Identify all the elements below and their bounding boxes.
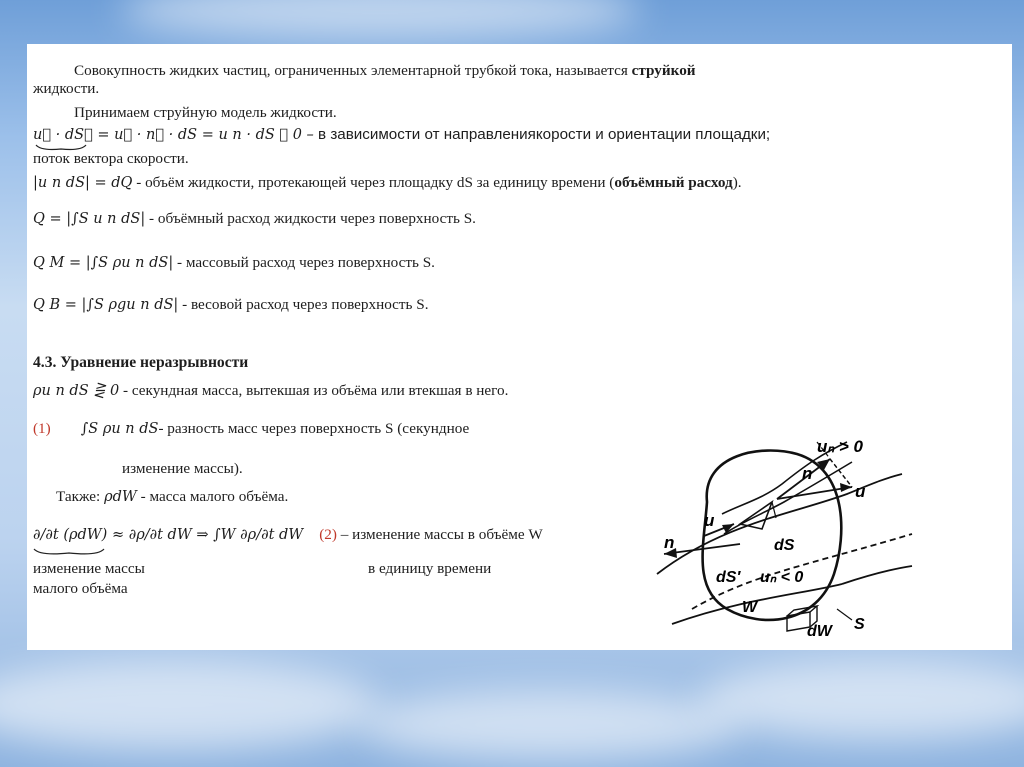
equation-mass-difference-line2: изменение массы). <box>122 460 243 477</box>
equation-weight-flow <box>33 296 429 314</box>
equation-number: (2) <box>319 526 337 543</box>
equation-volume <box>33 174 742 192</box>
label-surface-S: S <box>854 616 865 633</box>
formula: Q М = |∫S ρu n dS| <box>33 255 174 271</box>
equation-small-volume-mass <box>56 488 288 506</box>
paragraph-definition-line2: жидкости. <box>33 80 100 97</box>
equation-description: - объёмный расход жидкости через поверхность S. <box>145 210 476 227</box>
formula: Q = |∫S u n dS| <box>33 211 146 227</box>
equation-description: в зависимости от направлениякорости и ориентации площадки; <box>313 126 771 143</box>
paragraph-model: Принимаем струйную модель жидкости. <box>74 104 337 121</box>
equation-description: - масса малого объёма. <box>136 488 289 505</box>
equation-flux-line2: поток вектора скорости. <box>33 150 189 167</box>
annotation-small-volume: малого объёма <box>33 580 128 597</box>
equation-description: – изменение массы в объёме W <box>336 526 543 543</box>
bold-term: объёмный расход <box>614 174 733 191</box>
equation-description: - объём жидкости, протекающей через площадку dS за единицу времени ( <box>132 174 615 191</box>
formula: u⃗ · dS⃗ = u⃗ · n⃗ · dS = u n · dS ⋚ 0 – <box>33 127 314 143</box>
underbrace <box>33 548 105 557</box>
bold-term: струйкой <box>631 62 696 79</box>
label-dS-prime: dS′ <box>716 569 741 586</box>
equation-number: (1) <box>33 420 51 437</box>
label-normal-left: n <box>664 533 675 552</box>
equation-second-mass <box>33 382 508 400</box>
streamline <box>842 566 912 584</box>
label-dS: dS <box>774 537 795 554</box>
equation-description-end: ). <box>732 174 742 191</box>
equation-flux <box>33 126 770 144</box>
formula: ∂/∂t (ρdW) ≈ ∂ρ/∂t dW ⇒ ∫W ∂ρ/∂t dW <box>33 527 304 543</box>
label-volume-W: W <box>742 599 758 616</box>
label-normal-top: n <box>802 464 813 483</box>
label-un-negative: uₙ < 0 <box>760 569 804 586</box>
equation-mass-flow <box>33 254 435 272</box>
formula: ∫S ρu n dS <box>80 421 159 437</box>
annotation-change-of-mass: изменение массы <box>33 560 145 577</box>
formula: ρu n dS ⋛ 0 <box>33 383 120 399</box>
slide-content <box>27 44 1012 650</box>
prefix-text: Также: <box>56 488 105 505</box>
formula: |u n dS| = dQ <box>33 175 133 191</box>
paragraph-definition <box>74 62 959 80</box>
equation-mass-change <box>33 526 543 544</box>
continuity-diagram <box>612 384 957 639</box>
background-cloud <box>700 660 1024 740</box>
background-cloud <box>120 0 640 40</box>
label-dW: dW <box>807 623 832 639</box>
equation-description: - массовый расход через поверхность S. <box>173 254 435 271</box>
equation-volumetric-flow <box>33 210 476 228</box>
formula: Q В = |∫S ρgu n dS| <box>33 297 179 313</box>
equation-mass-difference <box>33 420 469 438</box>
background-cloud <box>360 690 740 760</box>
formula: ρdW <box>104 489 137 505</box>
equation-description: - секундная масса, вытекшая из объёма или втекшая в него. <box>119 382 509 399</box>
label-un-positive: uₙ > 0 <box>817 437 863 456</box>
equation-description: - весовой расход через поверхность S. <box>178 296 429 313</box>
equation-description: - разность масс через поверхность S (секундное <box>158 420 470 437</box>
label-velocity-left: u <box>704 511 715 530</box>
annotation-per-unit-time: в единицу времени <box>368 560 492 577</box>
paragraph-text: Совокупность жидких частиц, ограниченных элементарной трубкой тока, называется <box>74 62 632 79</box>
background-cloud <box>0 660 380 750</box>
section-heading: 4.3. Уравнение неразрывности <box>33 354 249 371</box>
label-velocity-top: u <box>855 482 866 501</box>
